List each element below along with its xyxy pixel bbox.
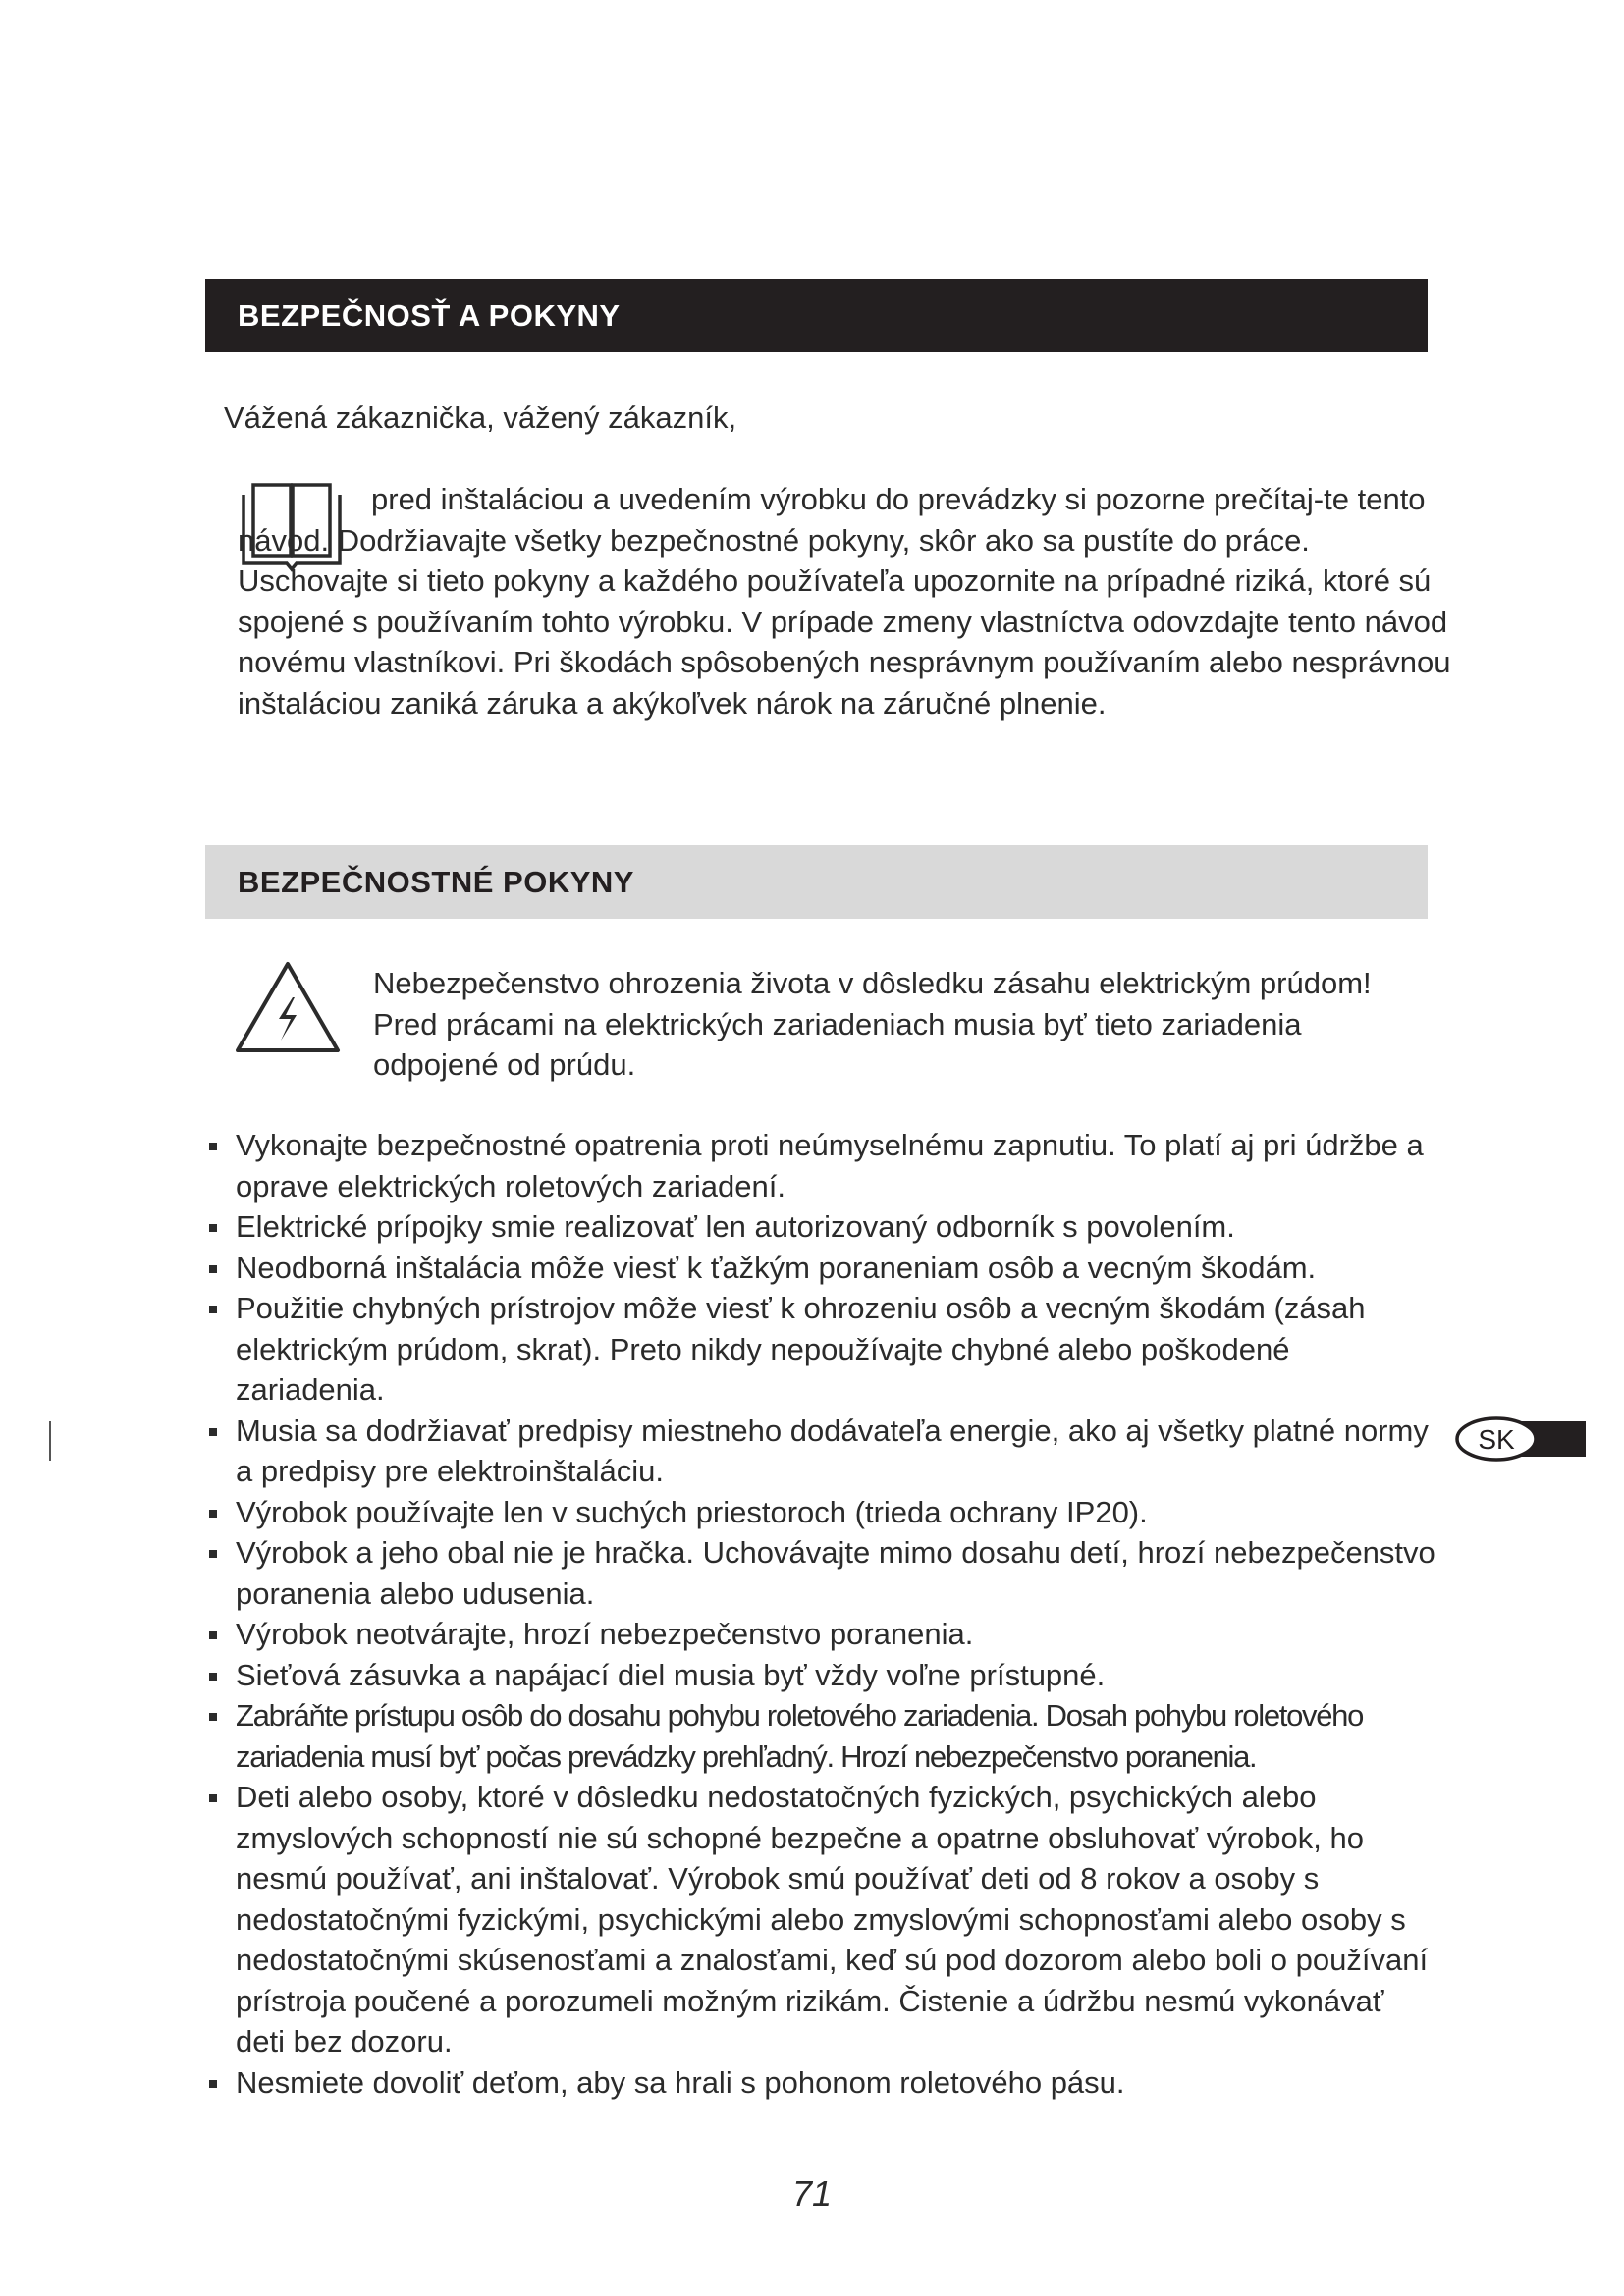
language-tab xyxy=(1453,1415,1586,1463)
list-item: Zabráňte prístupu osôb do dosahu pohybu roletového zariadenia. Dosah pohybu roletového zariadenia musí byť počas prevádzky prehľadný. Hrozí nebezpečenstvo poranenia. xyxy=(206,1695,1438,1777)
electric-hazard-icon xyxy=(232,958,344,1058)
list-item: Výrobok používajte len v suchých priestoroch (trieda ochrany IP20). xyxy=(206,1492,1438,1533)
greeting: Vážená zákaznička, vážený zákazník, xyxy=(224,400,737,435)
safety-bullet-list xyxy=(206,1125,1438,2103)
list-item: Použitie chybných prístrojov môže viesť k ohrozeniu osôb a vecným škodám (zásah elektrickým prúdom, skrat). Preto nikdy nepoužívajte chybné alebo poškodené zariadenia. xyxy=(206,1288,1438,1411)
list-item: Elektrické prípojky smie realizovať len autorizovaný odborník s povolením. xyxy=(206,1206,1438,1248)
intro-paragraph xyxy=(238,479,1455,723)
section-title-safety xyxy=(205,279,1428,352)
list-item: Vykonajte bezpečnostné opatrenia proti neúmyselnému zapnutiu. To platí aj pri údržbe a oprave elektrických roletových zariadení. xyxy=(206,1125,1438,1206)
list-item: Výrobok a jeho obal nie je hračka. Uchovávajte mimo dosahu detí, hrozí nebezpečenstvo poranenia alebo udusenia. xyxy=(206,1532,1438,1614)
list-item: Sieťová zásuvka a napájací diel musia byť vždy voľne prístupné. xyxy=(206,1655,1438,1696)
language-code: SK xyxy=(1478,1424,1515,1455)
section-title-text: BEZPEČNOSTNÉ POKYNY xyxy=(238,864,634,899)
list-item: Výrobok neotvárajte, hrozí nebezpečenstvo poranenia. xyxy=(206,1614,1438,1655)
intro-text: pred inštaláciou a uvedením výrobku do prevádzky si pozorne prečítaj-te tento návod. Dodržiavajte všetky bezpečnostné pokyny, skôr ako sa pustíte do práce. Uschovajte si tieto pokyny a každého používateľa upozornite na prípadné riziká, ktoré sú spojené s používaním tohto výrobku. V prípade zmeny vlastníctva odovzdajte tento návod novému vlastníkovi. Pri škodách spôsobených nesprávnym používaním alebo nesprávnou inštaláciou zaniká záruka a akýkoľvek nárok na záručné plnenie. xyxy=(238,482,1451,721)
section-title-text: BEZPEČNOSŤ A POKYNY xyxy=(238,297,621,333)
list-item: Musia sa dodržiavať predpisy miestneho dodávateľa energie, ako aj všetky platné normy a predpisy pre elektroinštaláciu. xyxy=(206,1411,1438,1492)
page-number: 71 xyxy=(791,2173,833,2214)
margin-mark xyxy=(49,1421,51,1461)
electric-warning-text: Nebezpečenstvo ohrozenia života v dôsledku zásahu elektrickým prúdom! Pred prácami na elektrických zariadeniach musia byť tieto zariadenia odpojené od prúdu. xyxy=(373,966,1372,1082)
list-item: Neodborná inštalácia môže viesť k ťažkým poraneniam osôb a vecným škodám. xyxy=(206,1248,1438,1289)
list-item: Deti alebo osoby, ktoré v dôsledku nedostatočných fyzických, psychických alebo zmyslových schopností nie sú schopné bezpečne a opatrne obsluhovať výrobok, ho nesmú používať, ani inštalovať. Výrobok smú používať deti od 8 rokov a osoby s nedostatočnými fyzickými, psychickými alebo zmyslovými schopnosťami alebo osoby s nedostatočnými skúsenosťami a znalosťami, keď sú pod dozorom alebo boli o používaní prístroja poučené a porozumeli možným rizikám. Čistenie a údržbu nesmú vykonávať deti bez dozoru. xyxy=(206,1777,1438,2062)
list-item: Nesmiete dovoliť deťom, aby sa hrali s pohonom roletového pásu. xyxy=(206,2062,1438,2104)
section-title-safety-instructions xyxy=(205,845,1428,919)
